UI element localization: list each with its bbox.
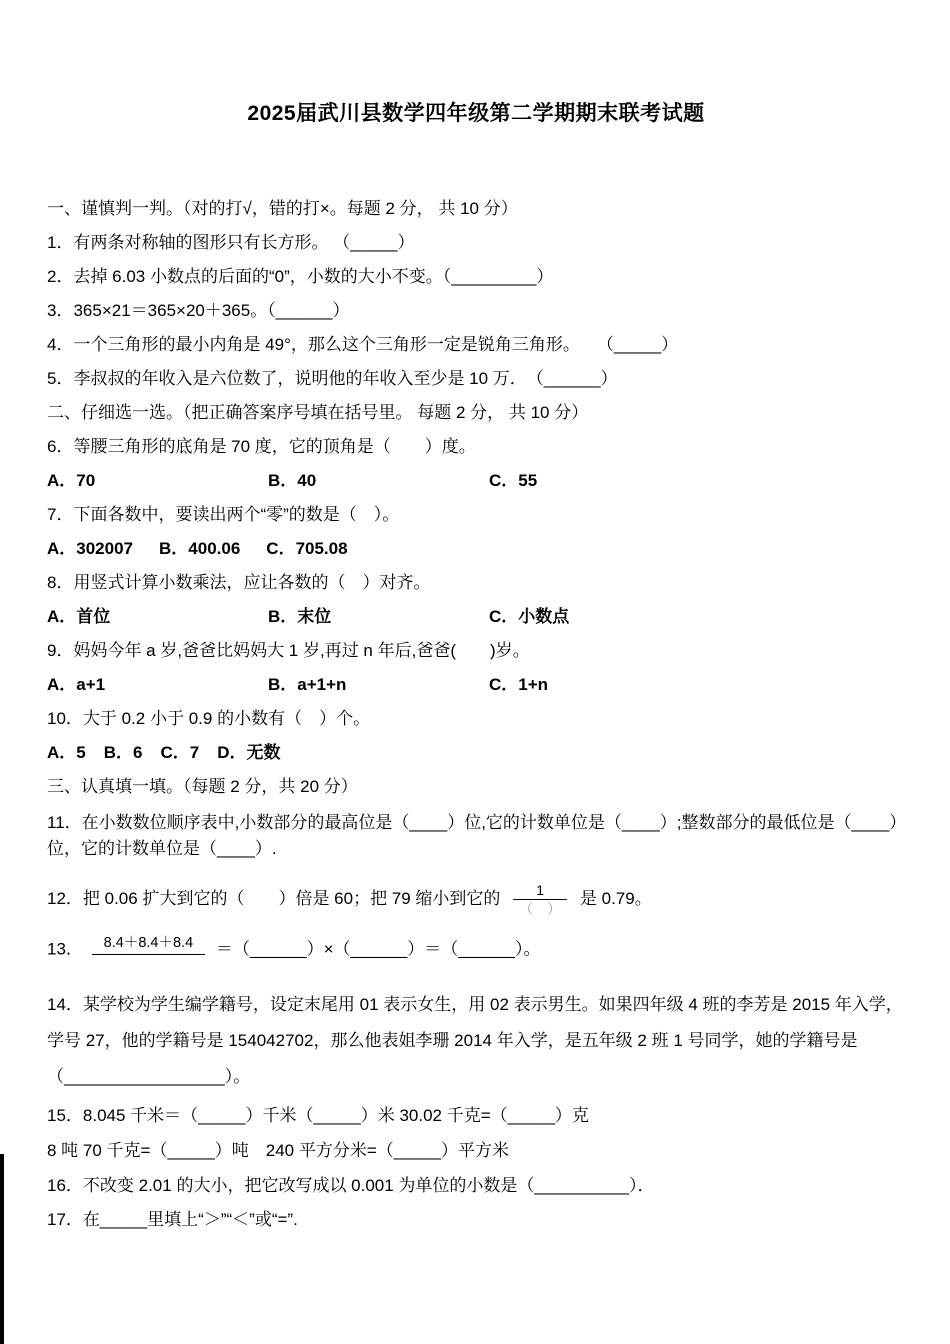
question-10-options xyxy=(47,742,905,764)
question-9-option-b: B．a+1+n xyxy=(268,675,347,694)
question-1: 1．有两条对称轴的图形只有长方形。 （_____） xyxy=(47,233,415,252)
section3-header: 三、认真填一填。（每题 2 分，共 20 分） xyxy=(47,777,358,796)
question-7: 7．下面各数中，要读出两个“零”的数是（ ）。 xyxy=(47,505,400,524)
question-13-number: 13． xyxy=(47,939,83,959)
question-7-option-b: B．400.06 xyxy=(159,539,241,558)
fraction-denominator: （ ） xyxy=(519,901,562,917)
scan-edge-artifact xyxy=(0,1154,4,1344)
question-17: 17．在_____里填上“＞”“＜”或“=”. xyxy=(47,1210,298,1229)
question-9: 9．妈妈今年 a 岁,爸爸比妈妈大 1 岁,再过 n 年后,爸爸( )岁。 xyxy=(47,641,530,660)
question-2: 2．去掉 6.03 小数点的后面的“0”，小数的大小不变。（_________） xyxy=(47,267,554,286)
question-8-option-b: B．末位 xyxy=(268,607,332,626)
question-16: 16．不改变 2.01 的大小，把它改写成以 0.001 为单位的小数是（__________）． xyxy=(47,1176,655,1195)
section1-header: 一、谨慎判一判。（对的打√，错的打×。每题 2 分， 共 10 分） xyxy=(47,199,518,218)
question-13 xyxy=(47,935,905,965)
question-8-option-c: C．小数点 xyxy=(489,607,570,626)
question-12 xyxy=(47,882,905,917)
question-7-option-c: C．705.08 xyxy=(266,539,348,558)
question-8-option-a: A．首位 xyxy=(47,607,111,626)
question-13-expression xyxy=(92,935,205,965)
question-15-line-1: 15．8.045 千米＝（_____）千米（_____）米 30.02 千克=（_____）克 xyxy=(47,1106,589,1125)
question-6: 6．等腰三角形的底角是 70 度，它的顶角是（ ）度。 xyxy=(47,437,476,456)
question-10-option-d: D．无数 xyxy=(217,743,281,762)
question-9-option-c: C．1+n xyxy=(489,675,549,694)
question-7-options xyxy=(47,538,905,560)
question-8: 8．用竖式计算小数乘法，应让各数的（ ）对齐。 xyxy=(47,573,431,592)
question-6-option-c: C．55 xyxy=(489,471,538,490)
question-3: 3．365×21＝365×20＋365。（______） xyxy=(47,301,350,320)
expression-numerator: 8.4＋8.4＋8.4 xyxy=(92,935,205,955)
question-7-option-a: A．302007 xyxy=(47,539,134,558)
section2-header: 二、仔细选一选。（把正确答案序号填在括号里。 每题 2 分， 共 10 分） xyxy=(47,403,589,422)
question-12-text-after: 是 0.79。 xyxy=(579,888,652,908)
page-title: 2025届武川县数学四年级第二学期期末联考试题 xyxy=(247,102,705,125)
question-6-option-a: A．70 xyxy=(47,471,96,490)
question-15-line-2: 8 吨 70 千克=（_____）吨 240 平方分米=（_____）平方米 xyxy=(47,1141,510,1160)
question-11: 11．在小数数位顺序表中,小数部分的最高位是（____）位,它的计数单位是（____）;整数部分的最低位是（____）位，它的计数单位是（____）. xyxy=(47,813,898,858)
question-10-option-b: B．6 xyxy=(103,743,143,762)
question-12-text-before: 12．把 0.06 扩大到它的（ ）倍是 60；把 79 缩小到它的 xyxy=(47,888,501,908)
question-14: 14．某学校为学生编学籍号，设定末尾用 01 表示女生，用 02 表示男生。如果四年级 4 班的李芳是 2015 年入学，学号 27，他的学籍号是 154042702，那么他表姐李珊 2014 年入学，是五年级 2 班 1 号同学，她的学籍号是（_________________）。 xyxy=(47,995,903,1086)
question-4: 4．一个三角形的最小内角是 49°，那么这个三角形一定是锐角三角形。 （_____） xyxy=(47,335,679,354)
question-13-rest: ＝（______）×（______）＝（______）。 xyxy=(215,939,541,959)
question-9-option-a: A．a+1 xyxy=(47,675,106,694)
question-9-options xyxy=(47,674,905,696)
fraction-numerator: 1 xyxy=(513,882,567,900)
question-5: 5．李叔叔的年收入是六位数了，说明他的年收入至少是 10 万． （______） xyxy=(47,369,618,388)
question-10-option-c: C．7 xyxy=(160,743,200,762)
fraction-blank xyxy=(513,882,567,917)
question-6-option-b: B．40 xyxy=(268,471,317,490)
question-10-option-a: A．5 xyxy=(47,743,86,762)
question-10: 10．大于 0.2 小于 0.9 的小数有（ ）个。 xyxy=(47,709,371,728)
question-6-options xyxy=(47,470,905,492)
question-8-options xyxy=(47,606,905,628)
